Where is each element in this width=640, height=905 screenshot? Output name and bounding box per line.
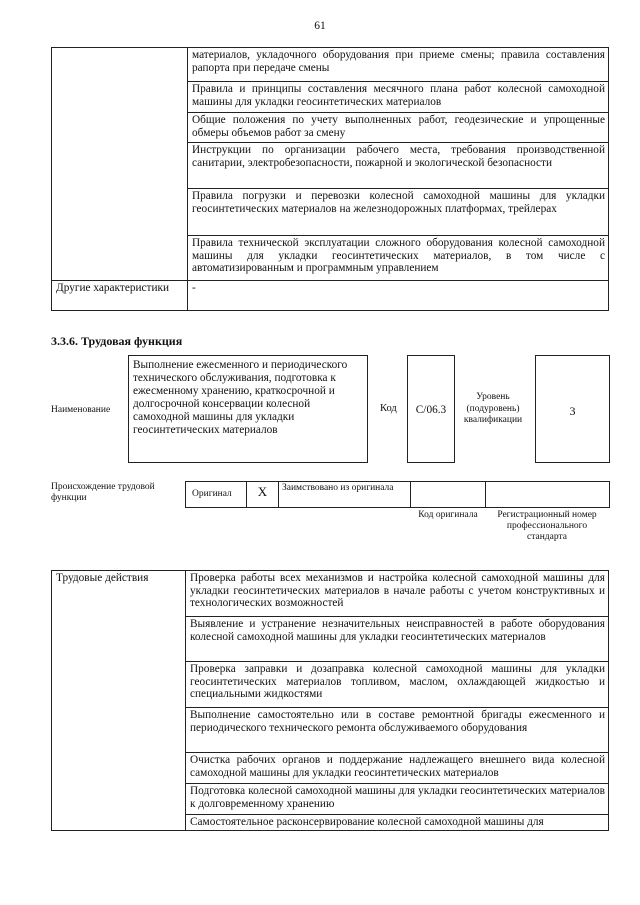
- knowledge-row: Правила и принципы составления месячного плана работ колесной самоходной машины для укладки геосинтетических материалов: [188, 82, 609, 113]
- knowledge-row: Правила погрузки и перевозки колесной самоходной машины для укладки геосинтетических материалов на железнодорожных платформах, трейлерах: [188, 189, 609, 236]
- code-value: C/06.3: [407, 355, 455, 463]
- origin-row: [185, 481, 610, 508]
- reg-number-caption: Регистрационный номер профессионального стандарта: [497, 510, 597, 542]
- knowledge-row: Инструкции по организации рабочего места, требования производственной санитарии, электробезопасности, пожарной и экологической безопасности: [188, 143, 609, 189]
- code-original-caption: Код оригинала: [418, 510, 478, 520]
- name-label: Наименование: [51, 405, 111, 415]
- other-characteristics-value: -: [188, 281, 609, 311]
- labor-action-row: Подготовка колесной самоходной машины для укладки геосинтетических материалов к долговременному хранению: [186, 784, 609, 815]
- function-name: Выполнение ежесменного и периодического технического обслуживания, подготовка к ежесменному хранению, краткосрочной и долгосрочной консервации колесной самоходной машины для укладки геосинтетических материалов: [128, 355, 368, 463]
- labor-actions-table: [51, 570, 609, 831]
- code-original-cell: [410, 481, 486, 508]
- knowledge-row: Общие положения по учету выполненных работ, геодезические и упрощенные обмеры объемов работ за смену: [188, 113, 609, 143]
- knowledge-row: Правила технической эксплуатации сложного оборудования колесной самоходной машины для укладки геосинтетических материалов, в том числе с автоматизированным и программным управлением: [188, 236, 609, 281]
- other-characteristics-label: Другие характеристики: [52, 281, 188, 311]
- labor-action-row: Очистка рабочих органов и поддержание надлежащего внешнего вида колесной самоходной машины для укладки геосинтетических материалов: [186, 753, 609, 784]
- section-title: 3.3.6. Трудовая функция: [51, 334, 183, 348]
- labor-action-row: Проверка заправки и дозаправка колесной самоходной машины для укладки геосинтетических материалов топливом, маслом, охлаждающей жидкостью и специальными жидкостями: [186, 662, 609, 708]
- labor-action-row: Выполнение самостоятельно или в составе ремонтной бригады ежесменного и периодического технического ремонта обслуживаемого оборудования: [186, 708, 609, 753]
- origin-label: Происхождение трудовой функции: [51, 482, 155, 503]
- knowledge-label-cell: [52, 48, 188, 281]
- reg-number-cell: [485, 481, 610, 508]
- knowledge-table: [51, 47, 609, 311]
- level-value: 3: [535, 355, 610, 463]
- labor-action-row: Проверка работы всех механизмов и настройка колесной самоходной машины для укладки геосинтетических материалов в начале работы с учетом конструктивных и технологических возможностей: [186, 571, 609, 617]
- borrowed-label: Заимствовано из оригинала: [278, 481, 411, 508]
- labor-action-row: Выявление и устранение незначительных неисправностей в работе оборудования колесной самоходной машины для укладки геосинтетических материалов: [186, 617, 609, 662]
- labor-actions-label: Трудовые действия: [52, 571, 186, 831]
- code-label: Код: [380, 403, 397, 414]
- level-label: Уровень (подуровень) квалификации: [463, 392, 523, 425]
- original-label: Оригинал: [185, 481, 247, 508]
- original-mark: X: [246, 481, 279, 508]
- page-number: 61: [314, 20, 326, 32]
- labor-action-row: Самостоятельное расконсервирование колесной самоходной машины для: [186, 815, 609, 831]
- knowledge-row: материалов, укладочного оборудования при приеме смены; правила составления рапорта при передаче смены: [188, 48, 609, 82]
